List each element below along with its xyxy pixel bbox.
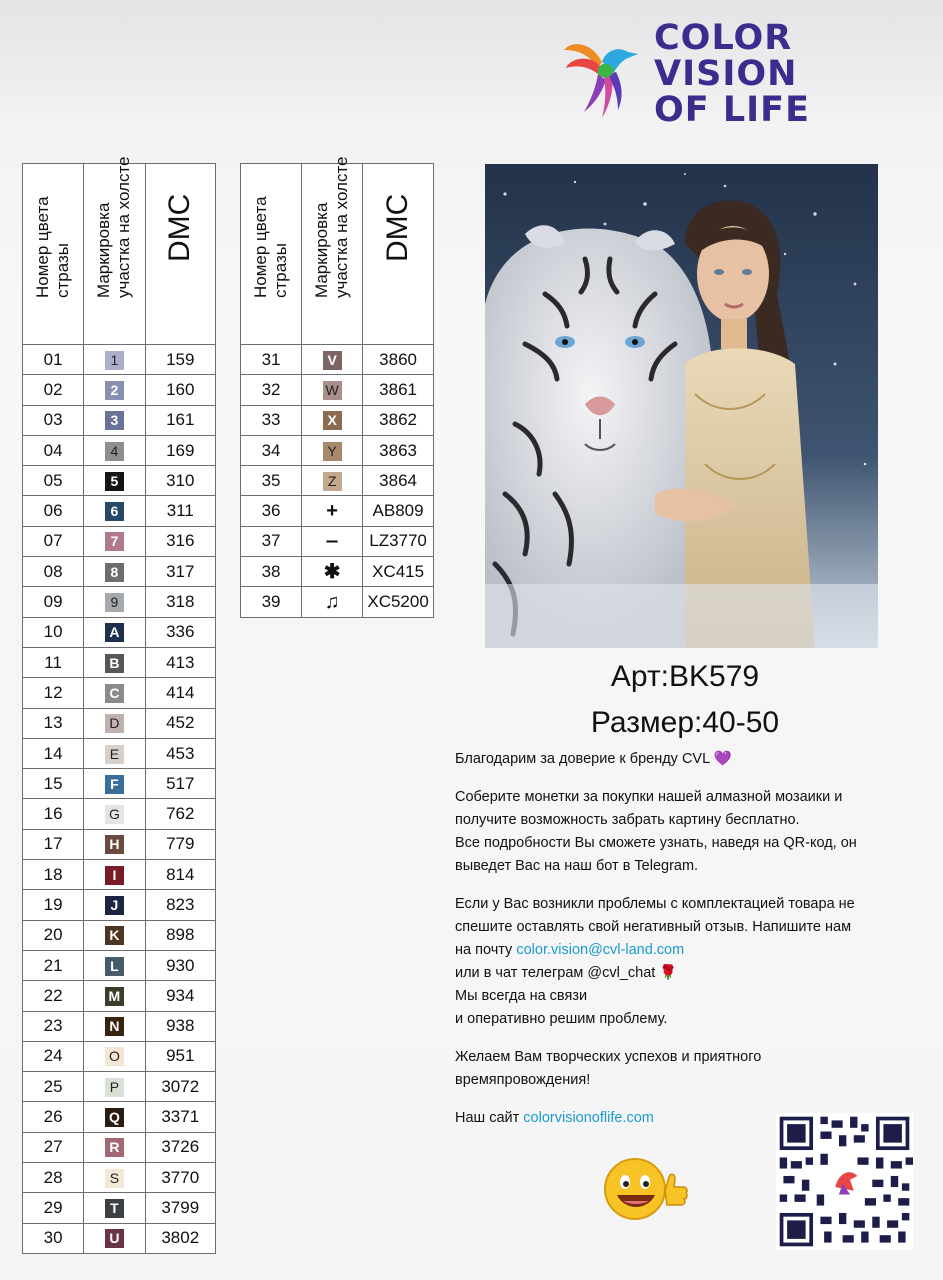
- marking-swatch: P: [105, 1078, 124, 1097]
- header-dmc: DMC: [363, 164, 434, 345]
- stone-number: 39: [241, 587, 302, 617]
- legend-row: [241, 435, 434, 465]
- canvas-marking-cell: [84, 678, 145, 708]
- legend-row: [23, 981, 216, 1011]
- stone-number: 12: [23, 678, 84, 708]
- marking-swatch: 2: [105, 381, 124, 400]
- dmc-code: 3860: [363, 345, 434, 375]
- stone-number: 21: [23, 950, 84, 980]
- legend-row: [23, 557, 216, 587]
- marking-swatch: L: [105, 957, 124, 976]
- dmc-code: 413: [145, 647, 215, 677]
- stone-number: 15: [23, 769, 84, 799]
- legend-row: [23, 1223, 216, 1253]
- legend-row: [23, 1011, 216, 1041]
- canvas-marking-cell: [84, 1041, 145, 1071]
- legend-row: [23, 1041, 216, 1071]
- stone-number: 33: [241, 405, 302, 435]
- stone-number: 02: [23, 375, 84, 405]
- marking-swatch: O: [105, 1047, 124, 1066]
- wishes-paragraph: Желаем Вам творческих успехов и приятного времяпровождения!: [455, 1049, 762, 1088]
- marking-swatch: M: [105, 987, 124, 1006]
- canvas-marking-cell: [302, 435, 363, 465]
- dmc-code: 951: [145, 1041, 215, 1071]
- support-paragraph: Если у Вас возникли проблемы с комплектацией товара не спешите оставлять свой негативный отзыв. Напишите нам на почту color.vision@cvl-land.com или в чат телеграм @cvl_chat 🌹 Мы всегда на связи и оперативно решим проблему.: [455, 896, 855, 1027]
- stone-number: 04: [23, 435, 84, 465]
- stone-number: 24: [23, 1041, 84, 1071]
- canvas-marking-cell: [84, 587, 145, 617]
- article-number: Арт:BK579: [610, 660, 760, 693]
- legend-row: [23, 617, 216, 647]
- marking-swatch: 7: [105, 532, 124, 551]
- canvas-marking-cell: [84, 1011, 145, 1041]
- dmc-code: 169: [145, 435, 215, 465]
- dmc-code: 814: [145, 860, 215, 890]
- canvas-marking-cell: [84, 890, 145, 920]
- marking-swatch: J: [105, 896, 124, 915]
- site-link[interactable]: colorvisionoflife.com: [523, 1110, 654, 1126]
- dmc-code: LZ3770: [363, 526, 434, 556]
- dmc-code: 517: [145, 769, 215, 799]
- canvas-marking-cell: [84, 799, 145, 829]
- dmc-code: 938: [145, 1011, 215, 1041]
- legend-row: [23, 890, 216, 920]
- stone-number: 28: [23, 1163, 84, 1193]
- stone-number: 38: [241, 557, 302, 587]
- dmc-code: XC415: [363, 557, 434, 587]
- marking-swatch: 8: [105, 563, 124, 582]
- dmc-code: XC5200: [363, 587, 434, 617]
- smiley-thumbs-up-icon: [603, 1157, 693, 1222]
- dmc-code: 930: [145, 950, 215, 980]
- legend-row: [23, 1193, 216, 1223]
- marking-swatch: E: [105, 745, 124, 764]
- stone-number: 17: [23, 829, 84, 859]
- marking-swatch: I: [105, 866, 124, 885]
- canvas-marking-cell: [302, 405, 363, 435]
- stone-number: 23: [23, 1011, 84, 1041]
- legend-row: [23, 345, 216, 375]
- stone-number: 37: [241, 526, 302, 556]
- canvas-marking-cell: [84, 920, 145, 950]
- marking-swatch: R: [105, 1138, 124, 1157]
- dmc-code: 823: [145, 890, 215, 920]
- dmc-code: 779: [145, 829, 215, 859]
- dmc-code: 318: [145, 587, 215, 617]
- canvas-marking-cell: [302, 466, 363, 496]
- marking-swatch: H: [105, 835, 124, 854]
- canvas-marking-cell: [84, 981, 145, 1011]
- stone-number: 07: [23, 526, 84, 556]
- legend-row: [23, 1102, 216, 1132]
- dmc-code: 453: [145, 738, 215, 768]
- canvas-marking-cell: [84, 950, 145, 980]
- stone-number: 34: [241, 435, 302, 465]
- marking-swatch: 4: [105, 442, 124, 461]
- stone-number: 18: [23, 860, 84, 890]
- stone-number: 13: [23, 708, 84, 738]
- stone-number: 03: [23, 405, 84, 435]
- dmc-code: 3072: [145, 1072, 215, 1102]
- canvas-marking-cell: [84, 1132, 145, 1162]
- stone-number: 32: [241, 375, 302, 405]
- dmc-code: 762: [145, 799, 215, 829]
- dmc-code: 452: [145, 708, 215, 738]
- dmc-code: 3862: [363, 405, 434, 435]
- legend-row: [241, 405, 434, 435]
- dmc-code: 160: [145, 375, 215, 405]
- dmc-code: 336: [145, 617, 215, 647]
- canvas-marking-cell: [84, 769, 145, 799]
- legend-row: [23, 496, 216, 526]
- legend-row: [23, 587, 216, 617]
- legend-row: [241, 587, 434, 617]
- canvas-marking-cell: [84, 860, 145, 890]
- canvas-marking-cell: [84, 557, 145, 587]
- canvas-marking-cell: [302, 375, 363, 405]
- email-link[interactable]: color.vision@cvl-land.com: [516, 942, 685, 958]
- legend-row: [23, 799, 216, 829]
- marking-swatch: C: [105, 684, 124, 703]
- stone-number: 29: [23, 1193, 84, 1223]
- marking-swatch: T: [105, 1199, 124, 1218]
- canvas-marking-cell: [84, 829, 145, 859]
- canvas-marking-cell: [302, 557, 363, 587]
- stone-number: 06: [23, 496, 84, 526]
- marking-swatch: Y: [323, 442, 342, 461]
- legend-row: [23, 769, 216, 799]
- marking-swatch: Z: [323, 472, 342, 491]
- stone-number: 35: [241, 466, 302, 496]
- info-text: [455, 748, 925, 1145]
- dmc-code: 3802: [145, 1223, 215, 1253]
- canvas-marking-cell: [84, 617, 145, 647]
- dmc-code: 3799: [145, 1193, 215, 1223]
- dmc-code: 414: [145, 678, 215, 708]
- kit-size: Размер:40-50: [590, 706, 780, 739]
- dmc-code: 316: [145, 526, 215, 556]
- marking-swatch: A: [105, 623, 124, 642]
- canvas-marking-cell: [302, 345, 363, 375]
- stone-number: 26: [23, 1102, 84, 1132]
- legend-row: [241, 375, 434, 405]
- legend-row: [23, 1163, 216, 1193]
- stone-number: 20: [23, 920, 84, 950]
- dmc-code: 3864: [363, 466, 434, 496]
- marking-swatch: N: [105, 1017, 124, 1036]
- legend-row: [23, 920, 216, 950]
- legend-row: [23, 647, 216, 677]
- stone-number: 11: [23, 647, 84, 677]
- marking-swatch: ‒: [326, 530, 338, 553]
- legend-row: [23, 1132, 216, 1162]
- brand-line-1: COLOR: [654, 18, 793, 58]
- marking-swatch: G: [105, 805, 124, 824]
- legend-row: [23, 375, 216, 405]
- canvas-marking-cell: [84, 1072, 145, 1102]
- legend-row: [241, 466, 434, 496]
- dmc-code: 898: [145, 920, 215, 950]
- legend-row: [23, 829, 216, 859]
- dmc-code: 3770: [145, 1163, 215, 1193]
- stone-number: 25: [23, 1072, 84, 1102]
- stone-number: 08: [23, 557, 84, 587]
- product-picture: [485, 164, 878, 648]
- marking-swatch: S: [105, 1169, 124, 1188]
- legend-row: [23, 738, 216, 768]
- brand-logo: [562, 20, 812, 130]
- stone-number: 16: [23, 799, 84, 829]
- dmc-code: 159: [145, 345, 215, 375]
- marking-swatch: +: [326, 500, 338, 523]
- stone-number: 27: [23, 1132, 84, 1162]
- legend-row: [23, 466, 216, 496]
- legend-row: [241, 557, 434, 587]
- dmc-code: AB809: [363, 496, 434, 526]
- dmc-code: 3726: [145, 1132, 215, 1162]
- stone-number: 19: [23, 890, 84, 920]
- stone-number: 10: [23, 617, 84, 647]
- qr-code[interactable]: [776, 1113, 913, 1250]
- header-dmc: DMC: [145, 164, 215, 345]
- legend-row: [23, 950, 216, 980]
- marking-swatch: F: [105, 775, 124, 794]
- marking-swatch: 5: [105, 472, 124, 491]
- marking-swatch: Q: [105, 1108, 124, 1127]
- canvas-marking-cell: [84, 1102, 145, 1132]
- marking-swatch: B: [105, 654, 124, 673]
- stone-number: 22: [23, 981, 84, 1011]
- color-legend-table-left: [22, 156, 216, 1254]
- heart-icon: 💜: [713, 751, 732, 767]
- canvas-marking-cell: [84, 375, 145, 405]
- stone-number: 31: [241, 345, 302, 375]
- legend-row: [23, 405, 216, 435]
- canvas-marking-cell: [84, 466, 145, 496]
- legend-row: [23, 526, 216, 556]
- marking-swatch: 3: [105, 411, 124, 430]
- brand-line-3: OF LIFE: [654, 90, 810, 130]
- canvas-marking-cell: [84, 1163, 145, 1193]
- canvas-marking-cell: [84, 647, 145, 677]
- canvas-marking-cell: [302, 587, 363, 617]
- marking-swatch: V: [323, 351, 342, 370]
- dmc-code: 3863: [363, 435, 434, 465]
- legend-row: [241, 345, 434, 375]
- bird-logo-icon: [562, 32, 642, 122]
- canvas-marking-cell: [84, 738, 145, 768]
- legend-row: [23, 678, 216, 708]
- dmc-code: 3371: [145, 1102, 215, 1132]
- marking-swatch: 6: [105, 502, 124, 521]
- marking-swatch: ♫: [324, 591, 340, 614]
- legend-row: [23, 1072, 216, 1102]
- stone-number: 01: [23, 345, 84, 375]
- dmc-code: 310: [145, 466, 215, 496]
- marking-swatch: X: [323, 411, 342, 430]
- legend-row: [23, 708, 216, 738]
- marking-swatch: D: [105, 714, 124, 733]
- canvas-marking-cell: [84, 435, 145, 465]
- marking-swatch: ✱: [323, 560, 341, 583]
- color-legend-table-right: [240, 156, 434, 618]
- canvas-marking-cell: [84, 1223, 145, 1253]
- marking-swatch: U: [105, 1229, 124, 1248]
- stone-number: 05: [23, 466, 84, 496]
- dmc-code: 934: [145, 981, 215, 1011]
- header-canvas-marking: Маркировка участка на холсте: [302, 164, 363, 345]
- marking-swatch: W: [323, 381, 342, 400]
- canvas-marking-cell: [302, 526, 363, 556]
- legend-row: [241, 496, 434, 526]
- legend-row: [241, 526, 434, 556]
- dmc-code: 311: [145, 496, 215, 526]
- legend-row: [23, 860, 216, 890]
- site-paragraph: Наш сайт colorvisionoflife.com: [455, 1110, 654, 1126]
- stone-number: 09: [23, 587, 84, 617]
- stone-number: 36: [241, 496, 302, 526]
- canvas-marking-cell: [84, 526, 145, 556]
- thanks-paragraph: Благодарим за доверие к бренду CVL 💜: [455, 751, 732, 767]
- brand-line-2: VISION: [654, 54, 798, 94]
- legend-row: [23, 435, 216, 465]
- dmc-code: 3861: [363, 375, 434, 405]
- marking-swatch: 9: [105, 593, 124, 612]
- stone-number: 14: [23, 738, 84, 768]
- canvas-marking-cell: [84, 1193, 145, 1223]
- header-canvas-marking: Маркировка участка на холсте: [84, 164, 145, 345]
- marking-swatch: 1: [105, 351, 124, 370]
- dmc-code: 317: [145, 557, 215, 587]
- canvas-marking-cell: [84, 708, 145, 738]
- header-stone-number: Номер цвета стразы: [241, 164, 302, 345]
- header-stone-number: Номер цвета стразы: [23, 164, 84, 345]
- stone-number: 30: [23, 1223, 84, 1253]
- dmc-code: 161: [145, 405, 215, 435]
- canvas-marking-cell: [84, 405, 145, 435]
- canvas-marking-cell: [302, 496, 363, 526]
- canvas-marking-cell: [84, 345, 145, 375]
- rose-icon: 🌹: [659, 965, 678, 981]
- marking-swatch: K: [105, 926, 124, 945]
- canvas-marking-cell: [84, 496, 145, 526]
- coins-paragraph: Соберите монетки за покупки нашей алмазной мозаики и получите возможность забрать картину бесплатно. Все подробности Вы сможете узнать, наведя на QR-код, он выведет Вас на наш бот в Telegram.: [455, 789, 857, 874]
